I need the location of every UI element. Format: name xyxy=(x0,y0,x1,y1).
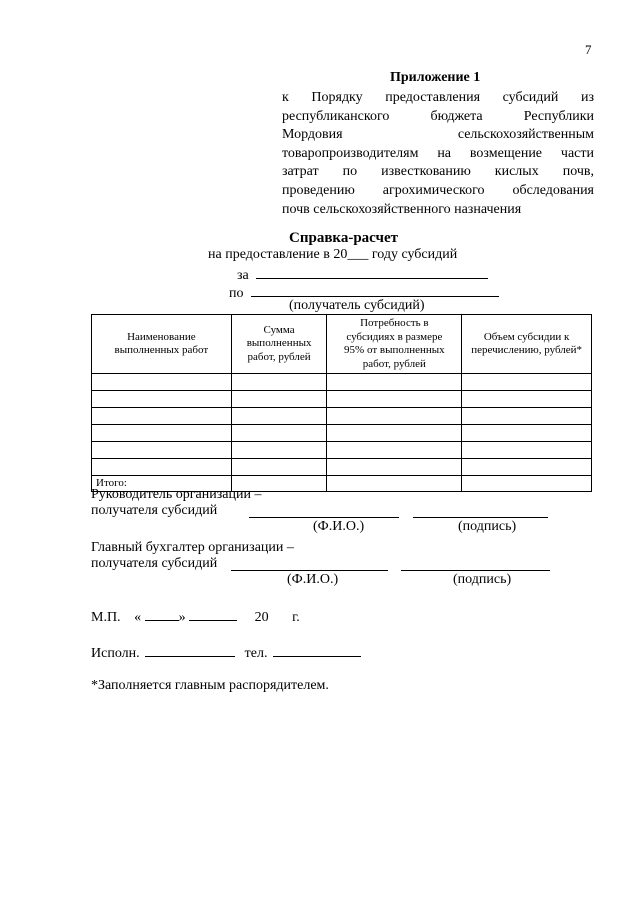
column-header: Наименование выполненных работ xyxy=(92,315,232,374)
page-number: 7 xyxy=(585,42,592,57)
appendix-line: затрат по известкованию кислых почв, xyxy=(282,164,594,180)
po-label: по xyxy=(229,286,244,301)
appendix-line: республиканского бюджета Республики xyxy=(282,108,594,124)
table-row[interactable] xyxy=(92,459,592,476)
column-header: Потребность в субсидиях в размере 95% от выполненных работ, рублей xyxy=(327,315,462,374)
head-line1: Руководитель организации – xyxy=(91,487,262,502)
accountant-sign-caption: (подпись) xyxy=(453,572,512,587)
za-blank[interactable] xyxy=(256,264,488,279)
accountant-line2: получателя субсидий xyxy=(91,556,218,571)
head-line2: получателя субсидий xyxy=(91,503,218,518)
subsidy-table xyxy=(91,314,592,492)
appendix-title: Приложение 1 xyxy=(390,70,481,85)
year-suffix: г. xyxy=(292,610,300,625)
executor-label: Исполн. xyxy=(91,646,140,661)
table-header-row xyxy=(92,315,592,374)
phone-label: тел. xyxy=(244,646,268,661)
head-sign-caption: (подпись) xyxy=(458,519,517,534)
head-sign-blank[interactable] xyxy=(413,503,548,518)
appendix-line: Мордовия сельскохозяйственным xyxy=(282,127,594,143)
appendix-line: почв сельскохозяйственного назначения xyxy=(282,201,522,217)
mp-label: М.П. xyxy=(91,610,121,625)
form-title: Справка-расчет xyxy=(289,230,399,246)
year-prefix: 20 xyxy=(254,610,269,625)
month-blank[interactable] xyxy=(189,606,237,621)
za-label: за xyxy=(237,268,249,283)
stamp-date-row xyxy=(91,606,300,626)
column-header: Сумма выполненных работ, рублей xyxy=(231,315,327,374)
footnote: *Заполняется главным распорядителем. xyxy=(91,678,329,693)
executor-row xyxy=(91,642,361,662)
accountant-fio-blank[interactable] xyxy=(231,556,388,571)
accountant-line1: Главный бухгалтер организации – xyxy=(91,540,294,555)
accountant-fio-caption: (Ф.И.О.) xyxy=(287,572,339,587)
executor-blank[interactable] xyxy=(145,642,235,657)
phone-blank[interactable] xyxy=(273,642,361,657)
appendix-line: товаропроизводителям на возмещение части xyxy=(282,145,594,161)
accountant-sign-blank[interactable] xyxy=(401,556,550,571)
po-blank[interactable] xyxy=(251,282,499,297)
head-fio-blank[interactable] xyxy=(249,503,399,518)
appendix-line: проведению агрохимического обследования xyxy=(282,182,594,198)
quote-close: » xyxy=(178,610,186,625)
column-header: Объем субсидии к перечислению, рублей* xyxy=(462,315,592,374)
form-subtitle: на предоставление в 20___ году субсидий xyxy=(208,247,458,262)
table-row[interactable] xyxy=(92,425,592,442)
table-row[interactable] xyxy=(92,374,592,391)
table-row[interactable] xyxy=(92,442,592,459)
recipient-caption: (получатель субсидий) xyxy=(289,298,425,313)
total-label: Итого: xyxy=(92,476,232,492)
appendix-text xyxy=(282,89,594,219)
table-row[interactable] xyxy=(92,408,592,425)
head-fio-caption: (Ф.И.О.) xyxy=(313,519,365,534)
appendix-line: к Порядку предоставления субсидий из xyxy=(282,90,594,105)
table-row[interactable] xyxy=(92,391,592,408)
day-blank[interactable] xyxy=(145,606,179,621)
quote-open: « xyxy=(134,610,142,625)
